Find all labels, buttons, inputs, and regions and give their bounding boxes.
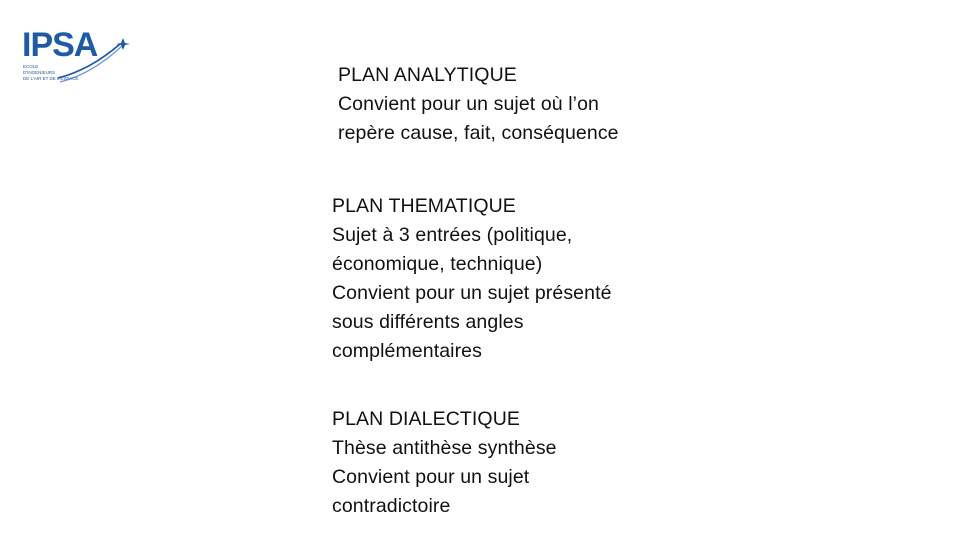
plan-text-line: sous différents angles <box>332 311 524 333</box>
star-icon <box>116 38 130 50</box>
plan-title: PLAN ANALYTIQUE <box>338 64 517 86</box>
plan-text-line: contradictoire <box>332 495 451 517</box>
logo-caption-1: ECOLE <box>23 64 39 69</box>
plan-text-line: Convient pour un sujet où l’on <box>338 93 600 115</box>
plan-text-line: Thèse antithèse synthèse <box>332 437 557 459</box>
plan-text-line: économique, technique) <box>332 253 543 275</box>
plan-title: PLAN DIALECTIQUE <box>332 408 520 430</box>
logo-caption-3: DE L'AIR ET DE L'ESPACE <box>23 76 79 81</box>
plan-title: PLAN THEMATIQUE <box>332 195 516 217</box>
logo-wordmark: IPSA <box>22 26 98 64</box>
plan-text-line: Convient pour un sujet présenté <box>332 282 612 304</box>
ipsa-logo-graphic <box>20 18 132 90</box>
plan-thematique-block <box>332 192 612 366</box>
plan-text-line: complémentaires <box>332 340 482 362</box>
plan-text-line: Convient pour un sujet <box>332 466 530 488</box>
plan-text-line: repère cause, fait, conséquence <box>338 122 619 144</box>
plan-analytique-block <box>338 61 619 148</box>
plan-dialectique-block <box>332 405 557 521</box>
logo-caption-2: D'INGENIEURS <box>23 70 56 75</box>
plan-text-line: Sujet à 3 entrées (politique, <box>332 224 573 246</box>
ipsa-logo <box>20 18 132 90</box>
